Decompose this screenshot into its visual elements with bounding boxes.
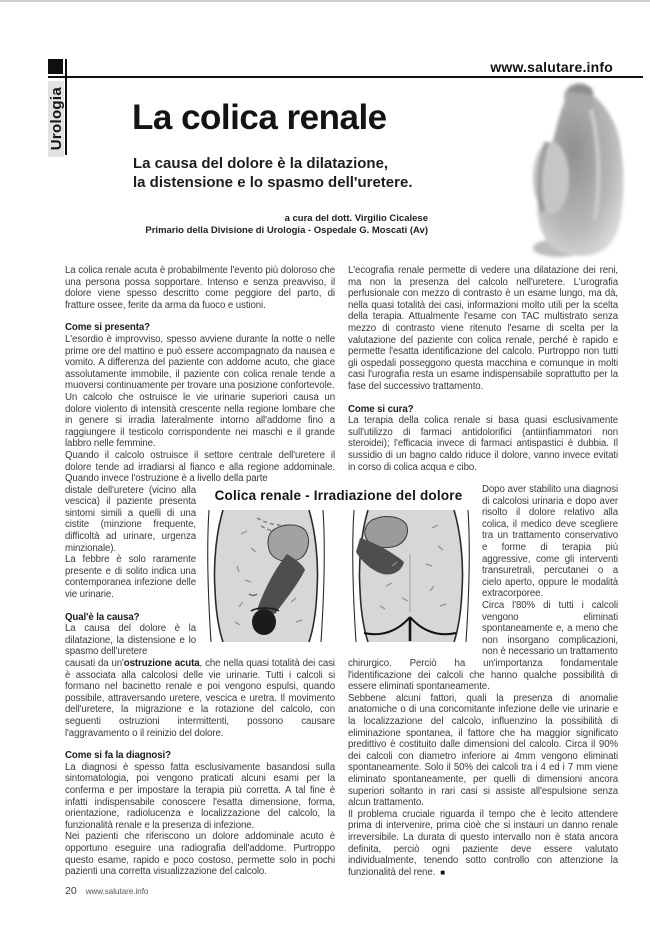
article-title: La colica renale	[132, 98, 387, 137]
credit-line-2: Primario della Divisione di Urologia - Ospedale G. Moscati (Av)	[145, 225, 428, 236]
paragraph-esordio: L'esordio è improvviso, spesso avviene durante la notte o nelle prime ore del mattino e può essere accompagnato da nausea e vomito. A differenza del paziente con addome acuto, che giace assolutamente immobile, il paziente con colica renale tende a muoversi continuamente per trovare una posizione confortevole.	[65, 333, 335, 392]
heading-come-si-presenta: Come si presenta?	[65, 322, 150, 334]
pain-radiation-figure	[201, 488, 476, 642]
page-number: 20	[65, 885, 77, 897]
header-horizontal-rule	[48, 76, 643, 78]
subtitle-line-2: la distensione e lo spasmo dell'uretere.	[133, 174, 413, 191]
section-label-urologia	[48, 81, 64, 157]
pain-diagram-back-torso	[346, 510, 476, 642]
paragraph-quando-wide: Quando il calcolo ostruisce il settore centrale dell'uretere il dolore tende ad irradiarsi al fianco e alla regione addominale. Quando invece l'ostruzione è a livello della parte	[65, 449, 335, 485]
header-square-decoration	[48, 59, 63, 74]
pain-diagram-front-torso	[201, 510, 331, 642]
paragraph-problema	[348, 809, 618, 879]
heading-qual-e-la-causa: Qual'è la causa?	[65, 611, 140, 623]
paragraph-circa: Circa l'80% di tutti i calcoli vengono eliminati spontaneamente e, a meno che non insorgano complicazioni, non è necessario un trattamento	[482, 600, 618, 658]
author-credit	[100, 213, 428, 237]
article-subtitle	[133, 154, 413, 192]
paragraph-causa-narrow: La causa del dolore è la dilatazione, la distensione e lo spasmo dell'uretere	[65, 623, 196, 658]
credit-line-1: a cura del dott. Virgilio Cicalese	[284, 213, 428, 224]
heading-come-si-fa-la-diagnosi: Come si fa la diagnosi?	[65, 750, 171, 762]
paragraph-causa-wide	[65, 658, 335, 739]
paragraph-sebbene: Sebbene alcuni fattori, quali la presenza di anomalie anatomiche o di una concomitante infezione delle vie urinarie e la localizzazione del calcolo, influenzino la possibilità di eliminazione spontanea, il fattore che ha maggior significato predittivo è costituito dalle dimensioni del calcolo. Circa il 90% dei calcoli con diametro inferiore ai 4mm vengono eliminati spontaneamente. Solo il 50% dei calcoli tra i 4 ed i 7 mm viene eliminato spontaneamente, per quelli di dimensioni ancora superiori soltanto in rari casi si assiste all'espulsione senza alcun trattamento.	[348, 692, 618, 809]
paragraph-febbre: La febbre è solo raramente presente e di solito indica una contemporanea infezione delle vie urinarie.	[65, 554, 196, 601]
paragraph-calcolo: Un calcolo che ostruisce le vie urinarie superiori causa un dolore violento di intensità crescente nella regione lombare che in genere si irradia lateralmente intorno all'addome fino a raggiungere il testicolo corrispondente nei maschi e il grande labbro nelle femmine.	[65, 391, 335, 450]
site-url: www.salutare.info	[490, 59, 613, 75]
paragraph-chirurgico: chirurgico. Perciò ha un'importanza fondamentale l'identificazione dei calcoli che hanno qualche possibilità di essere eliminati spontaneamente.	[348, 658, 618, 693]
section-vertical-rule	[65, 59, 67, 155]
figure-panels	[201, 510, 476, 642]
crouching-person-photo	[495, 80, 650, 262]
subtitle-line-1: La causa del dolore è la dilatazione,	[133, 155, 389, 172]
paragraph-diagnosi: La diagnosi è spesso fatta esclusivamente basandosi sulla sintomatologia, poi vengono praticati alcuni esami per la conferma e per impostare la terapia più corretta. A tal fine è infatti indispensabile conoscere l'esatta dimensione, forma, orientazione, radiolucenza e localizzazione del calcolo, la funzionalità renale e la presenza di infezione.	[65, 761, 335, 831]
emphasis-ostruzione-acuta: ostruzione acuta	[123, 658, 200, 669]
section-label-text: Urologia	[47, 87, 65, 151]
causa-pre-text: causati da un'	[65, 658, 124, 669]
paragraph-distale: distale dell'uretere (vicino alla vescica) il paziente presenta sintomi simili a quelli di una cistite (minzione frequente, difficoltà ad urinare, urgenza minzionale).	[65, 484, 196, 554]
problema-text: Il problema cruciale riguarda il tempo che è lecito attendere prima di intervenire, prima cioè che si instauri un danno renale irreversibile. La durata di questo intervallo non è stata ancora definita, perciò ogni paziente deve essere valutato individualmente, tenendo sotto controllo con attenzione la funzionalità del rene.	[348, 808, 618, 878]
end-of-article-marker: ■	[440, 867, 445, 877]
causa-post-text: , che nella quasi totalità dei casi è associata alla calcolosi delle vie urinarie. Tutti i calcoli si formano nel bacinetto renale e poi vengono espulsi, quando possibile, attraversando uretere, vescica e uretra. Il movimento dell'uretere, la migrazione e la rotazione del calcolo, con seguenti ostruzioni intermittenti, possono causare l'aggravamento o il reinizio del dolore.	[65, 658, 335, 739]
paragraph-radiografia: Nei pazienti che riferiscono un dolore addominale acuto è opportuno eseguire una radiografia dell'addome. Purtroppo questo esame, rapido e poco costoso, permette solo in pochi pazienti una corretta visualizzazione del calcolo.	[65, 831, 335, 878]
paragraph-terapia: La terapia della colica renale si basa quasi esclusivamente sull'utilizzo di farmaci antidolorifici (antiinfiammatori non steroidei); l'efficacia invece di farmaci antispastici è dubbia. Il sussidio di un bagno caldo riduce il dolore, vanno invece evitati in corso di colica acqua e cibo.	[348, 415, 618, 473]
text-wrap-around-figure-right	[482, 484, 618, 658]
paragraph-ecografia: L'ecografia renale permette di vedere una dilatazione dei reni, ma non la presenza del calcolo nell'uretere. L'urografia perfusionale con mezzo di contrasto è un esame lungo, ma dà, nella quasi totalità dei casi, informazioni molto utili per la scelta della terapia. Attualmente l'esame con TAC multistrato senza mezzo di contrasto viene ritenuto l'esame di scelta per la valutazione del paziente con colica renale, perché è rapido e permette l'esatta identificazione del calcolo. Purtroppo non tutti gli ospedali posseggono questa macchina e comunque in molti casi l'urografia resta un esame indispensabile soprattutto per la fase del successivo trattamento.	[348, 265, 618, 392]
paragraph-intro: La colica renale acuta è probabilmente l'evento più doloroso che una persona possa sopportare. Intenso e senza preavviso, il dolore viene spesso descritto come peggiore del parto, di fratture ossee, ferite da arma da fuoco e ustioni.	[65, 265, 335, 311]
heading-come-si-cura: Come si cura?	[348, 403, 414, 415]
figure-caption: Colica renale - Irradiazione del dolore	[214, 488, 463, 503]
text-wrap-around-figure-left	[65, 485, 196, 658]
footer-site-url: www.salutare.info	[85, 887, 149, 896]
page-footer	[65, 885, 148, 897]
paragraph-dopo: Dopo aver stabilito una diagnosi di calcolosi urinaria e dopo aver risolto il dolore relativo alla colica, il medico deve scegliere tra un trattamento conservativo e forme di terapia più aggressive, come gli interventi transuretrali, percutanei o a cielo aperto, oppure le modalità extracorporee.	[482, 484, 618, 600]
